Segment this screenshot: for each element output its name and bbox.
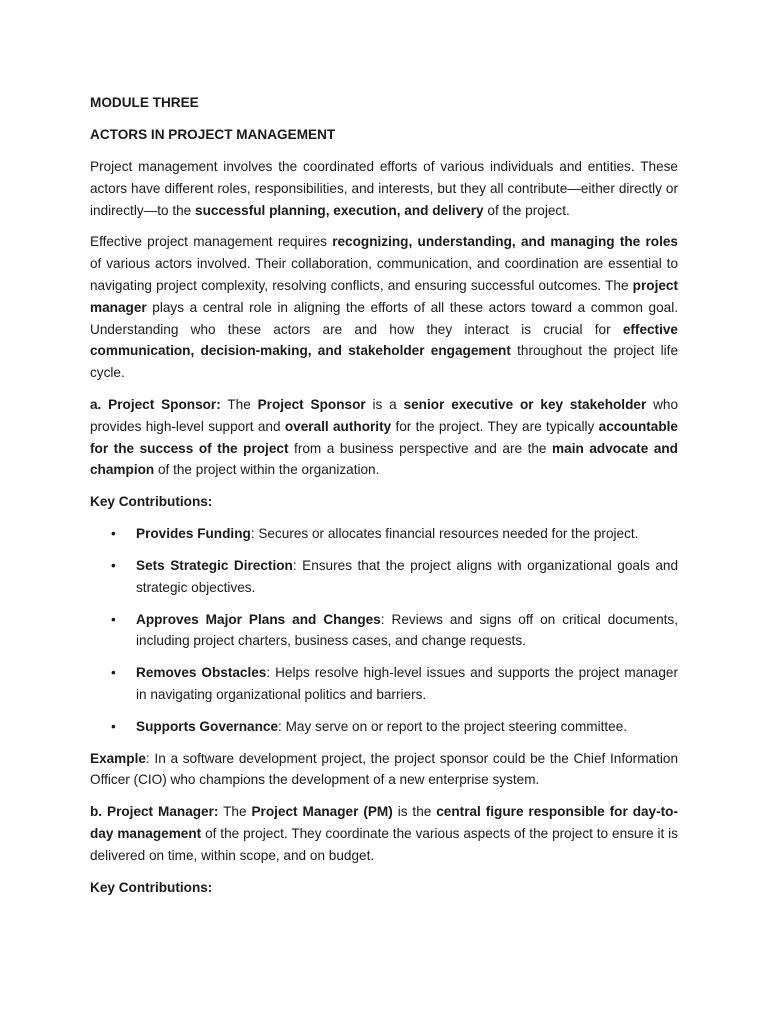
list-item — [90, 555, 678, 599]
sponsor-text-3: who provides high-level support and — [90, 396, 679, 434]
intro-1-text-end: of the project. — [483, 202, 570, 218]
list-item — [90, 523, 678, 545]
sponsor-text-4: for the project. They are typically — [391, 418, 599, 434]
intro-1-bold: successful planning, execution, and delivery — [195, 202, 484, 218]
manager-bold-2: central figure responsible for day-to-day management — [90, 804, 679, 841]
list-item-title: Removes Obstacles — [136, 665, 267, 681]
sponsor-text-2: is a — [365, 396, 404, 412]
bullet-icon: • — [111, 665, 116, 681]
sponsor-bold-4: accountable for the success of the project — [90, 418, 678, 456]
list-item-title: Sets Strategic Direction — [136, 557, 293, 573]
intro-paragraph-1 — [90, 156, 678, 221]
manager-text-1: The — [218, 804, 252, 820]
list-item-title: Provides Funding — [136, 526, 251, 542]
sponsor-bold-1: Project Sponsor — [257, 396, 366, 412]
list-item-title: Approves Major Plans and Changes — [136, 611, 381, 627]
manager-text-2: is the — [392, 804, 437, 820]
list-item-text: : May serve on or report to the project steering committee. — [278, 718, 628, 734]
sponsor-text-1: The — [220, 396, 258, 412]
list-item — [90, 662, 678, 706]
sponsor-contributions-list — [90, 523, 678, 737]
sponsor-text-5: from a business perspective and are the — [288, 440, 553, 456]
manager-bold-1: Project Manager (PM) — [251, 804, 393, 820]
list-item — [90, 609, 678, 653]
example-text: : In a software development project, the project sponsor could be the Chief Information Officer (CIO) who champions the development of a new enterprise system. — [90, 750, 678, 788]
intro-1-text: Project management involves the coordinated efforts of various individuals and entities. These actors have different roles, responsibilities, and interests, but they all contribute—either directly or indirectly—to the — [90, 159, 678, 218]
list-item-text: : Reviews and signs off on critical documents, including project charters, business cases, and change requests. — [136, 611, 678, 649]
sponsor-contributions-heading: Key Contributions: — [90, 494, 213, 510]
intro-2-bold-1: recognizing, understanding, and managing the roles — [332, 234, 678, 250]
intro-2-text-4: throughout the project life cycle. — [90, 343, 679, 381]
list-item-text: : Secures or allocates financial resources needed for the project. — [250, 526, 639, 542]
example-label: Example — [90, 750, 146, 766]
sponsor-bold-2: senior executive or key stakeholder — [403, 396, 647, 412]
intro-paragraph-2 — [90, 231, 678, 384]
intro-2-bold-3: effective communication, decision-making, and stakeholder engagement — [90, 321, 678, 359]
list-item — [90, 716, 678, 738]
manager-paragraph — [90, 801, 678, 866]
intro-2-text-3: plays a central role in aligning the efforts of all these actors toward a common goal. Understanding who these actors are and how they interact is crucial for — [90, 299, 678, 337]
sponsor-bold-5: main advocate and champion — [90, 440, 678, 478]
document-page — [90, 92, 678, 909]
intro-2-text-1: Effective project management requires — [90, 234, 333, 250]
sponsor-bold-3: overall authority — [284, 418, 392, 434]
bullet-icon: • — [111, 557, 116, 573]
intro-2-bold-2: project manager — [90, 277, 678, 315]
section-title: ACTORS IN PROJECT MANAGEMENT — [90, 127, 336, 142]
manager-text-3: of the project. They coordinate the various aspects of the project to ensure it is delivered on time, within scope, and on budget. — [90, 825, 678, 863]
list-item-text: : Ensures that the project aligns with organizational goals and strategic objectives. — [136, 557, 678, 595]
sponsor-paragraph — [90, 394, 678, 481]
intro-2-text-2: of various actors involved. Their collaboration, communication, and coordination are essential to navigating project complexity, resolving conflicts, and ensuring successful outcomes. The — [90, 256, 678, 293]
sponsor-example-paragraph — [90, 748, 678, 792]
sponsor-label: a. Project Sponsor: — [90, 396, 221, 412]
bullet-icon: • — [111, 526, 116, 542]
module-title: MODULE THREE — [90, 95, 199, 110]
sponsor-text-6: of the project within the organization. — [154, 462, 380, 478]
bullet-icon: • — [111, 718, 116, 734]
manager-contributions-heading: Key Contributions: — [90, 879, 213, 895]
bullet-icon: • — [111, 611, 116, 627]
list-item-title: Supports Governance — [136, 718, 279, 734]
manager-label: b. Project Manager: — [90, 804, 219, 820]
list-item-text: : Helps resolve high-level issues and supports the project manager in navigating organizational politics and barriers. — [136, 665, 678, 702]
